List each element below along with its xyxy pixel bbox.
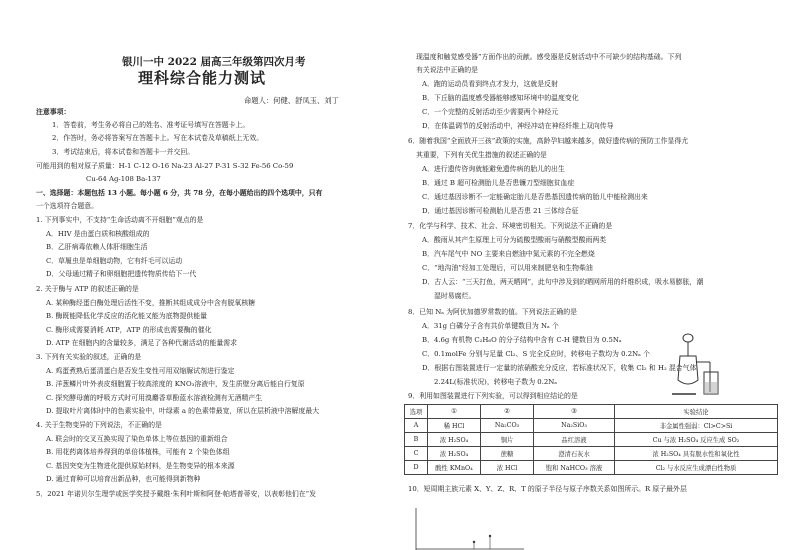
table-cell: 铜片: [481, 433, 534, 447]
question-7-option-d-cont: 湿时易腐烂。: [434, 292, 476, 300]
question-1-option-a: A．HIV 是由蛋白质和核酸组成的: [46, 230, 150, 238]
question-5-option-d: D．在体温调节的反射活动中，神经冲动在神经纤维上双向传导: [422, 122, 614, 130]
table-cell: Na₂CO₃: [481, 419, 534, 433]
apparatus-diagram-icon: [666, 332, 726, 398]
question-4-stem: 4. 关于生物变异的下列说法，不正确的是: [36, 421, 162, 429]
question-3-stem: 3. 下列有关实验的叙述，正确的是: [36, 353, 142, 361]
table-row: [405, 461, 778, 475]
radius-graph-icon: [404, 506, 524, 550]
table-cell: 酸性 KMnO₄: [428, 461, 481, 475]
note-3: 3．考试结束后，将本试卷和答题卡一并交回。: [52, 148, 195, 156]
section-heading: 一、选择题：本题包括 13 小题。每小题 6 分，共 78 分，在每小题给出的四个选项中，只有: [36, 189, 323, 197]
question-8-option-a: A．31g 白磷分子含有共价单键数目为 Nₐ 个: [422, 322, 559, 330]
question-5-stem: 5．2021 年诺贝尔生理学或医学奖授予戴维·朱利叶斯和阿登·帕塔普蒂安，以表彰他们在“发: [36, 490, 317, 498]
question-5-option-a: A．跑的运动员看到终点才发力，这就是反射: [422, 80, 558, 88]
table-cell: Cu 与浓 H₂SO₄ 反应生成 SO₂: [615, 433, 778, 447]
question-6-option-c: C．通过基因诊断不一定能确定胎儿是否患基因遗传病的胎儿中能检测出来: [422, 193, 648, 201]
table-cell: 澄清石灰水: [534, 447, 615, 461]
table-cell: A: [405, 419, 428, 433]
question-6-option-b: B．通过 B 超可检测胎儿是否患镰刀型细胞贫血症: [422, 179, 575, 187]
question-7-option-c: C．“地沟油”经加工处理后，可以用来制肥皂和生物柴油: [422, 264, 593, 272]
question-7-option-b: B．汽车尾气中 NO 主要来自燃油中氮元素的不完全燃烧: [422, 250, 595, 258]
question-4-option-d: D. 通过育种可以培育出新品种，也可能得到新物种: [46, 475, 201, 483]
question-3-option-a: A. 鸡蛋煮熟后蛋清蛋白是否发生变性可用双缩脲试剂进行鉴定: [46, 367, 235, 375]
table-cell: 浓 H₂SO₄: [428, 433, 481, 447]
atomic-mass-line-2: Cu-64 Ag-108 Ba-137: [86, 175, 161, 183]
table-cell: 蔗糖: [481, 447, 534, 461]
question-6-stem-cont: 其重要，下列有关优生措施的叙述正确的是: [416, 151, 547, 159]
question-1-option-d: D．父母通过精子和卵细胞把遗传物质传给下一代: [46, 270, 197, 278]
experiment-table: [404, 404, 778, 475]
table-cell: Na₂SiO₃: [534, 419, 615, 433]
table-cell: 浓 HCl: [481, 461, 534, 475]
question-8-option-b: B．4.6g 有机物 C₂H₆O 的分子结构中含有 C-H 键数目为 0.5Nₐ: [422, 336, 622, 344]
question-9-stem: 9．利用如图装置进行下列实验，可以得到相应结论的是: [408, 392, 578, 400]
table-cell: 浓 H₂SO₄ 具有脱水性和氧化性: [615, 447, 778, 461]
question-2-stem: 2. 关于酶与 ATP 的叙述正确的是: [36, 285, 139, 293]
question-8-option-d-cont: 2.24L(标准状况)，转移电子数为 0.2Nₐ: [434, 378, 557, 386]
table-cell: D: [405, 461, 428, 475]
question-2-option-a: A. 某种酶经蛋白酶处理后活性不变，推断其组成成分中含有脱氧核糖: [46, 299, 256, 307]
question-3-option-b: B. 洋葱鳞片叶外表皮细胞置于较高浓度的 KNO₃溶液中，发生质壁分离后能自行复原: [46, 380, 305, 388]
exam-title: 银川一中 2022 届高三年级第四次月考: [122, 56, 306, 68]
question-2-option-c: C. 酶形成需要消耗 ATP，ATP 的形成也需要酶的催化: [46, 326, 212, 334]
table-row: [405, 447, 778, 461]
question-4-option-a: A. 联会时的交叉互换实现了染色单体上等位基因的重新组合: [46, 435, 228, 443]
table-row: [405, 419, 778, 433]
table-header-row: [405, 405, 778, 419]
question-8-stem: 8．已知 Nₐ 为阿伏加德罗常数的值。下列说法正确的是: [408, 308, 578, 316]
question-6-option-a: A．进行遗传咨询就能避免遗传病的胎儿的出生: [422, 165, 565, 173]
table-header: 选项: [405, 405, 428, 419]
note-2: 2．作答时，务必将答案写在答题卡上。写在本试卷及草稿纸上无效。: [52, 134, 264, 142]
question-6-option-d: D．通过基因诊断可检测胎儿是否患 21 三体综合征: [422, 207, 579, 215]
table-cell: 非金属性强弱：Cl>C>Si: [615, 419, 778, 433]
table-cell: C: [405, 447, 428, 461]
question-3-option-d: D. 提取叶片离体时中的色素实验中，叶绿素 a 的色素带最宽，所以在层析液中溶解度最大: [46, 407, 320, 415]
table-cell: 品红溶液: [534, 433, 615, 447]
authors: 命题人：何健、舒凤玉、刘丁: [244, 96, 339, 105]
table-header: 实验结论: [615, 405, 778, 419]
table-header: ②: [481, 405, 534, 419]
question-5-option-c: C．一个完整的反射活动至少需要两个神经元: [422, 108, 559, 116]
question-2-option-d: D. ATP 在细胞内的含量较多，满足了各种代谢活动的能量需求: [46, 339, 238, 347]
table-header: ①: [428, 405, 481, 419]
note-1: 1．答卷前，考生务必将自己的姓名、准考证号填写在答题卡上。: [52, 121, 250, 129]
question-4-option-c: C. 基因突变为生物进化提供原始材料，是生物变异的根本来源: [46, 462, 235, 470]
question-5-option-b: B．下丘脑的温度感受器能够感知环境中的温度变化: [422, 94, 579, 102]
question-6-stem: 6．随着我国“全面放开三孩”政策的实施，高龄孕妇越来越多，做好遗传病的预防工作显得尤: [408, 137, 689, 145]
notes-title: 注意事项：: [36, 108, 71, 116]
table-row: [405, 433, 778, 447]
table-cell: B: [405, 433, 428, 447]
question-5-stem-cont-2: 有关说法中正确的是: [416, 66, 479, 74]
table-cell: 饱和 NaHCO₃ 溶液: [534, 461, 615, 475]
exam-subtitle: 理科综合能力测试: [138, 69, 267, 87]
question-7-option-a: A．酸雨从其产生原理上可分为硫酸型酸雨与硝酸型酸雨两类: [422, 236, 607, 244]
table-header: ③: [534, 405, 615, 419]
table-cell: Cl₂ 与水反应生成漂白性物质: [615, 461, 778, 475]
table-cell: 浓 H₂SO₄: [428, 447, 481, 461]
question-4-option-b: B. 用花药离体培养得到的单倍体植株，可能有 2 个染色体组: [46, 448, 230, 456]
question-10-stem: 10．短周期主族元素 X、Y、Z、R、T 的原子半径与原子序数关系如图所示。R 原子最外层: [408, 485, 687, 493]
question-2-option-b: B. 酶既能降低化学反应的活化能又能为底物提供能量: [46, 312, 208, 320]
question-8-option-c: C．0.1molFe 分别与足量 Cl₂、S 完全反应时，转移电子数均为 0.2Nₐ 个: [422, 350, 650, 358]
question-1-option-b: B．乙肝病毒依赖人体肝细胞生活: [46, 243, 148, 251]
table-cell: 稀 HCl: [428, 419, 481, 433]
question-1-option-c: C．草履虫是单细胞动物，它有纤毛可以运动: [46, 257, 183, 265]
question-7-stem: 7．化学与科学、技术、社会、环境密切相关。下列说法不正确的是: [408, 222, 613, 230]
atomic-mass-line: 可能用到的相对原子质量：H-1 C-12 O-16 Na-23 Al-27 P-31 S-32 Fe-56 Co-59: [36, 162, 294, 170]
question-5-stem-cont: 现温度和触觉感受器”方面作出的贡献。感受器是反射活动中不可缺少的结构基础。下列: [416, 53, 682, 61]
question-1-stem: 1. 下列事实中，不支持“生命活动离不开细胞”观点的是: [36, 216, 204, 224]
question-7-option-d: D．古人云：“三天打鱼，两天晒网”，此句中涉及到的晒网所用的纤维织成，吸水易膨胀，潮: [422, 278, 704, 286]
question-8-option-d: D．根据右图装置进行一定量的浓硝酸充分反应，若标准状况下，收集 Cl₂ 和 H₂ 混合气体: [422, 364, 697, 372]
section-heading-cont: 一个选项符合题意。: [36, 202, 99, 210]
question-3-option-c: C. 探究酵母菌的呼吸方式时可用溴麝香草酚蓝水溶液检测有无酒精产生: [46, 394, 263, 402]
